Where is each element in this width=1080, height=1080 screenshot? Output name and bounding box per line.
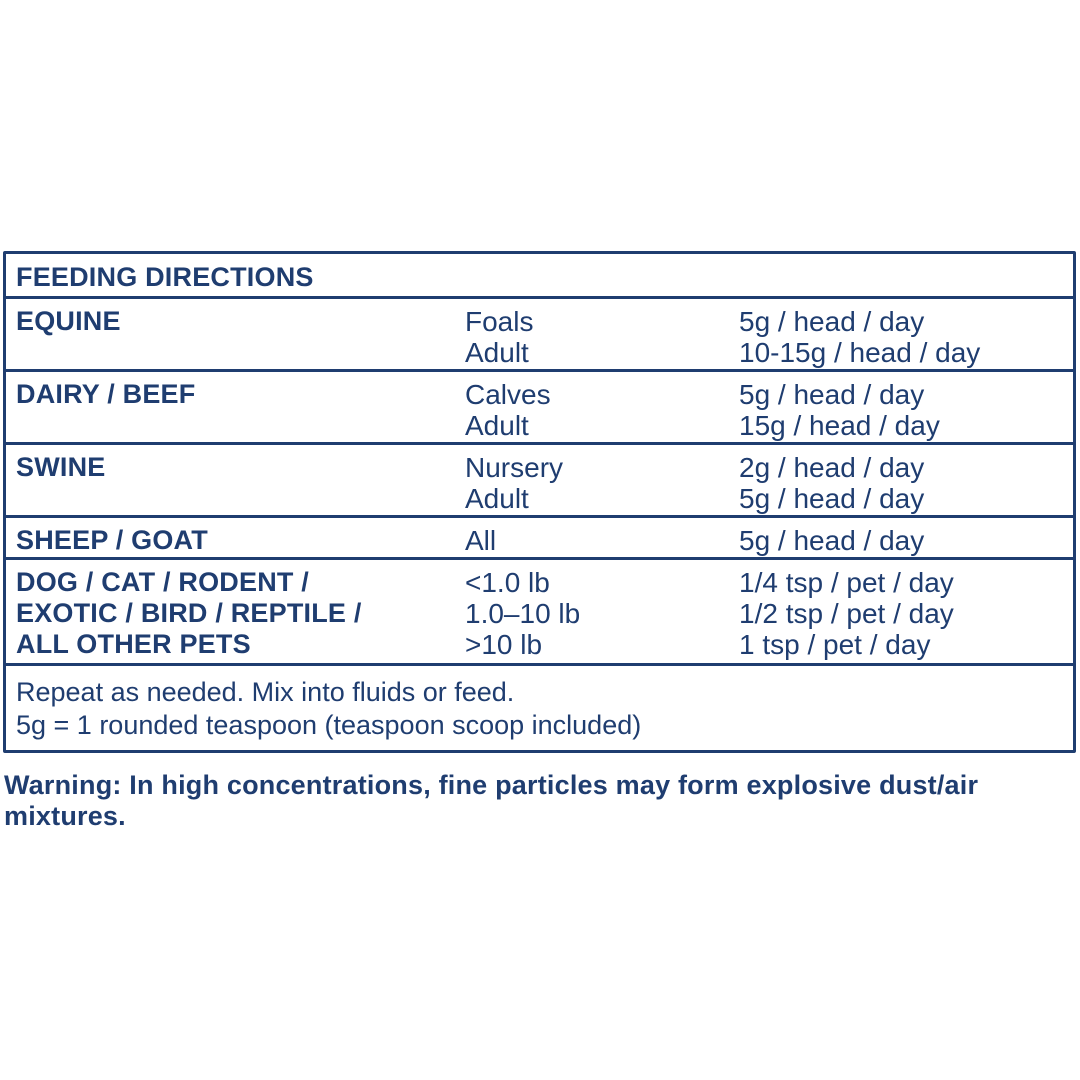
divider <box>6 557 1073 560</box>
weight-group: 1.0–10 lb <box>465 598 581 629</box>
group-label: All <box>465 525 497 556</box>
species-pets-line: DOG / CAT / RODENT / <box>16 567 309 597</box>
species-dairy-beef: DAIRY / BEEF <box>16 379 196 409</box>
weight-group: >10 lb <box>465 629 543 660</box>
divider <box>6 442 1073 445</box>
group-label: Foals <box>465 306 534 337</box>
scoop-note: 5g = 1 rounded teaspoon (teaspoon scoop included) <box>16 710 642 740</box>
species-equine: EQUINE <box>16 306 121 336</box>
dose-value: 5g / head / day <box>739 525 925 556</box>
group-label: Calves <box>465 379 551 410</box>
divider <box>6 515 1073 518</box>
weight-group: <1.0 lb <box>465 567 550 598</box>
dose-value: 2g / head / day <box>739 452 925 483</box>
divider <box>6 369 1073 372</box>
group-label: Adult <box>465 483 529 514</box>
dose-value: 15g / head / day <box>739 410 940 441</box>
divider <box>6 296 1073 299</box>
dose-value: 5g / head / day <box>739 379 925 410</box>
dose-value: 5g / head / day <box>739 306 925 337</box>
group-label: Adult <box>465 410 529 441</box>
group-label: Nursery <box>465 452 564 483</box>
group-label: Adult <box>465 337 529 368</box>
dose-value: 1 tsp / pet / day <box>739 629 931 660</box>
usage-note: Repeat as needed. Mix into fluids or feed. <box>16 677 515 707</box>
species-pets-line: EXOTIC / BIRD / REPTILE / <box>16 598 362 628</box>
species-swine: SWINE <box>16 452 106 482</box>
species-pets-line: ALL OTHER PETS <box>16 629 251 659</box>
dose-value: 1/4 tsp / pet / day <box>739 567 954 598</box>
dose-value: 10-15g / head / day <box>739 337 981 368</box>
species-sheep-goat: SHEEP / GOAT <box>16 525 208 555</box>
divider <box>6 663 1073 666</box>
dose-value: 5g / head / day <box>739 483 925 514</box>
warning-text: Warning: In high concentrations, fine particles may form explosive dust/air mixtures. <box>4 770 979 831</box>
table-title: FEEDING DIRECTIONS <box>16 262 314 292</box>
feeding-directions-table <box>3 251 1076 753</box>
dose-value: 1/2 tsp / pet / day <box>739 598 954 629</box>
